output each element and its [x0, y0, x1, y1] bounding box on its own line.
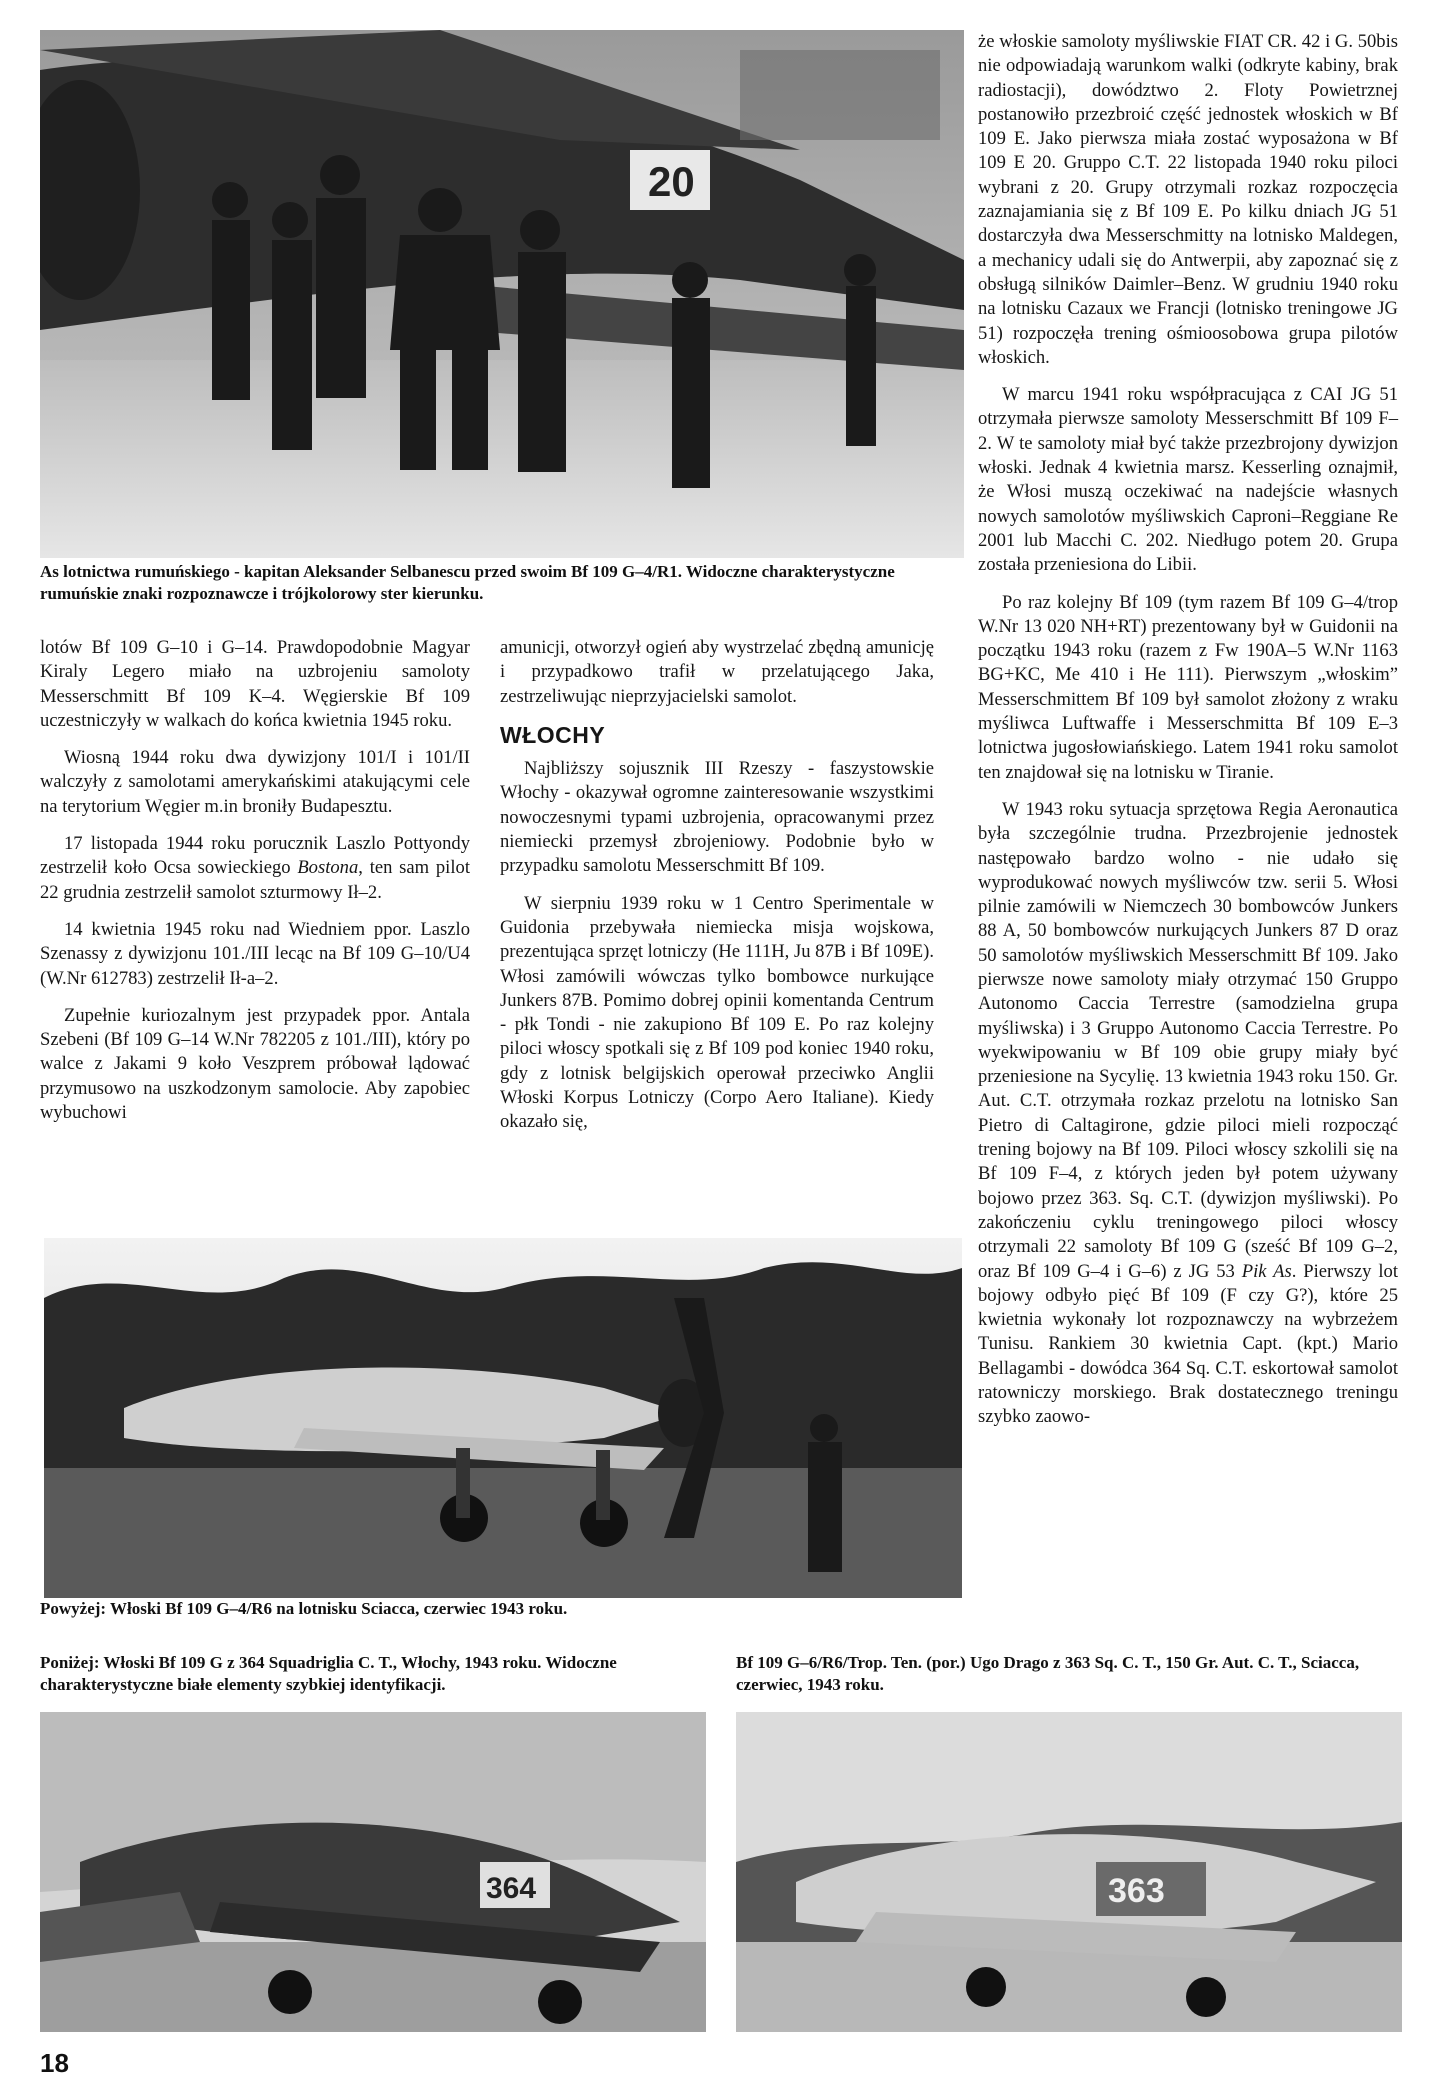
section-heading: WŁOCHY [500, 721, 606, 748]
paragraph: lotów Bf 109 G–10 i G–14. Prawdopodobnie Magyar Kiraly Legero miało na uzbrojeniu samoloty Messerschmitt Bf 109 K–4. Węgierskie Bf 109 uczestniczyły w walkach do końca kwietnia 1945 roku. [40, 637, 470, 731]
caption-middle: Powyżej: Włoski Bf 109 G–4/R6 na lotnisku Sciacca, czerwiec 1943 roku. [40, 1599, 568, 1618]
paragraph: amunicji, otworzył ogień aby wystrzelać zbędną amunicję i przypadkowo trafił w przelatującego Jaka, zestrzeliwując nieprzyjacielski samolot. [500, 637, 934, 707]
fuselage-marking-top: 20 [648, 158, 695, 205]
italic-term: Bostona [297, 857, 359, 879]
paragraph: Najbliższy sojusznik III Rzeszy - faszystowskie Włochy - okazywał ogromne zainteresowanie wszystkimi nowoczesnymi typami uzbrojenia, opracowanymi przez niemiecki przemysł zbrojeniowy. Podobnie było w przypadku samolotu Messerschmitt Bf 109. [500, 758, 934, 877]
paragraph: W 1943 roku sytuacja sprzętowa Regia Aeronautica była szczególnie trudna. Przezbrojenie jednostek następowało bardzo wolno - nie udało się wyprodukować nowych myśliwców tzw. serii 5. Włosi pilnie zamówili w Niemczech 30 bombowców Junkers 88 A, 50 bombowców nurkujących Junkers 87 D oraz 50 samolotów myśliwskich Messerschmitt Bf 109. Jako pierwsze nowe samoloty miały otrzymać 150 Gruppo Autonomo Caccia Terrestre (samodzielna grupa myśliwska) i 3 Gruppo Autonomo Caccia Terrestre. Po wyekwipowaniu w Bf 109 obie grupy miały być przeniesione na Sycylię. 13 kwietnia 1943 roku 150. Gr. Aut. C.T. otrzymała rozkaz przelotu na lotnisko San Pietro di Caltagirone, gdzie piloci mieli rozpocząć trening bojowy na Bf 109. Piloci włoscy szkolili się na Bf 109 F–4, z których jeden był potem używany bojowo przez 363. Sq. C.T. (dywizjon myśliwski). Po zakończeniu cyklu treningowego piloci włoscy otrzymali 22 samoloty Bf 109 G (sześć Bf 109 G–2, oraz Bf 109 G–4 i G–6) z JG 53 Pik As. Pierwszy lot bojowy odbyło pięć Bf 109 (F czy G?), które 25 kwietnia wykonały lot rozpoznawczy na wybrzeżem Tunisu. Rankiem 30 kwietnia Capt. (kpt.) Mario Bellagambi - dowódca 364 Sq. C.T. eskortował samolot ratowniczy morskiego. Brak dostatecznego treningu szybko zaowo- [978, 798, 1398, 1428]
paragraph: Zupełnie kuriozalnym jest przypadek ppor. Antala Szebeni (Bf 109 G–14 W.Nr 782205 z 101./III), który po walce z Jakami 9 koło Veszprem próbował lądować przymusowo na uszkodzonym samolocie. Aby zapobiec wybuchowi [40, 1004, 470, 1124]
fuselage-marking-363: 363 [1108, 1872, 1165, 1910]
paragraph: 14 kwietnia 1945 roku nad Wiedniem ppor. Laszlo Szenassy z dywizjonu 101./III lecąc na Bf 109 G–10/U4 (W.Nr 612783) zestrzelił Ił-a–2. [40, 918, 470, 989]
paragraph: W sierpniu 1939 roku w 1 Centro Sperimentale w Guidonia przebywała niemiecka misja wojskowa, prezentująca sprzęt lotniczy (He 111H, Ju 87B i Bf 109E). Włosi zamówili wówczas tylko bombowce nurkujące Junkers 87B. Pomimo dobrej opinii komentanda Centrum - płk Tondi - nie zakupiono Bf 109 E. Po raz kolejny piloci włoscy spotkali się z Bf 109 pod koniec 1940 roku, gdy z lotnisk belgijskich operował przeciwko Anglii Włoski Korpus Lotniczy (Corpo Aero Italiane). Kiedy okazało się, [500, 892, 934, 1133]
text-column-right [978, 30, 1398, 1443]
paragraph: 17 listopada 1944 roku porucznik Laszlo Pottyondy zestrzelił koło Ocsa sowieckiego Bostona, ten sam pilot 22 grudnia zestrzelił samolot szturmowy Ił–2. [40, 833, 470, 903]
paragraph: Po raz kolejny Bf 109 (tym razem Bf 109 G–4/trop W.Nr 13 020 NH+RT) prezentowany był w Guidonii na początku 1943 roku (razem z Fw 190A–5 W.Nr 1163 BG+KC, Me 410 i He 111). Pierwszym „włoskim” Messerschmittem Bf 109 był samolot złożony z wraku myśliwca Luftwaffe i Messerschmitta Bf 109 E–3 lotnictwa jugosłowiańskiego. Latem 1941 roku samolot ten znajdował się na lotnisku w Tiranie. [978, 591, 1398, 783]
caption-top: As lotnictwa rumuńskiego - kapitan Aleksander Selbanescu przed swoim Bf 109 G–4/R1. Widoczne charakterystyczne rumuńskie znaki rozpoznawcze i trójkolorowy ster kierunku. [40, 562, 895, 603]
photo-bf109-364 [40, 1712, 706, 2032]
paragraph: W marcu 1941 roku współpracująca z CAI JG 51 otrzymała pierwsze samoloty Messerschmitt Bf 109 F–2. W te samoloty miał być także przezbrojony dywizjon włoski. Jednak 4 kwietnia marsz. Kesserling oznajmił, że Włosi muszą oczekiwać na nadejście własnych nowych samolotów myśliwskich Caproni–Reggiane Re 2001 lub Macchi C. 202. Niedługo potem 20. Grupa została przeniesiona do Libii. [978, 384, 1398, 576]
photo-romanian-pilot [40, 30, 964, 558]
page-number: 18 [40, 2048, 69, 2078]
italic-term: Pik As [1241, 1260, 1292, 1282]
text-column-middle [500, 636, 934, 1148]
caption-bottom-right: Bf 109 G–6/R6/Trop. Ten. (por.) Ugo Drago z 363 Sq. C. T., 150 Gr. Aut. C. T., Sciacca, czerwiec, 1943 roku. [736, 1653, 1360, 1694]
paragraph: Wiosną 1944 roku dwa dywizjony 101/I i 101/II walczyły z samolotami amerykańskimi atakującymi cele na terytorium Węgier m.in broniły Budapesztu. [40, 747, 470, 817]
caption-bottom-left: Poniżej: Włoski Bf 109 G z 364 Squadriglia C. T., Włochy, 1943 roku. Widoczne charakterystyczne białe elementy szybkiej identyfikacji. [40, 1653, 617, 1694]
fuselage-marking-364: 364 [486, 1872, 537, 1905]
photo-italian-bf109-sciacca [44, 1238, 962, 1598]
text-column-left [40, 636, 470, 1138]
photo-bf109-363 [736, 1712, 1402, 2032]
paragraph: że włoskie samoloty myśliwskie FIAT CR. 42 i G. 50bis nie odpowiadają warunkom walki (odkryte kabiny, brak radiostacji), dowództwo 2. Floty Powietrznej postanowiło przezbroić część jednostek włoskich w Bf 109 E. Jako pierwsza miała zostać wyposażona w Bf 109 E 20. Gruppo C.T. 22 listopada 1940 roku piloci wybrani z 20. Grupy otrzymali rozkaz rozpoczęcia zaznajamiania się z Bf 109 E. Po kilku dniach JG 51 dostarczyła dwa Messerschmitty na lotnisko Maldegen, a mechanicy udali się do Antwerpii, aby zapoznać się z obsługą silników Daimler–Benz. W grudniu 1940 roku na lotnisku Cazaux we Francji (lotnisko treningowe JG 51) rozpoczęła trening ośmioosobowa grupa pilotów włoskich. [978, 31, 1398, 368]
